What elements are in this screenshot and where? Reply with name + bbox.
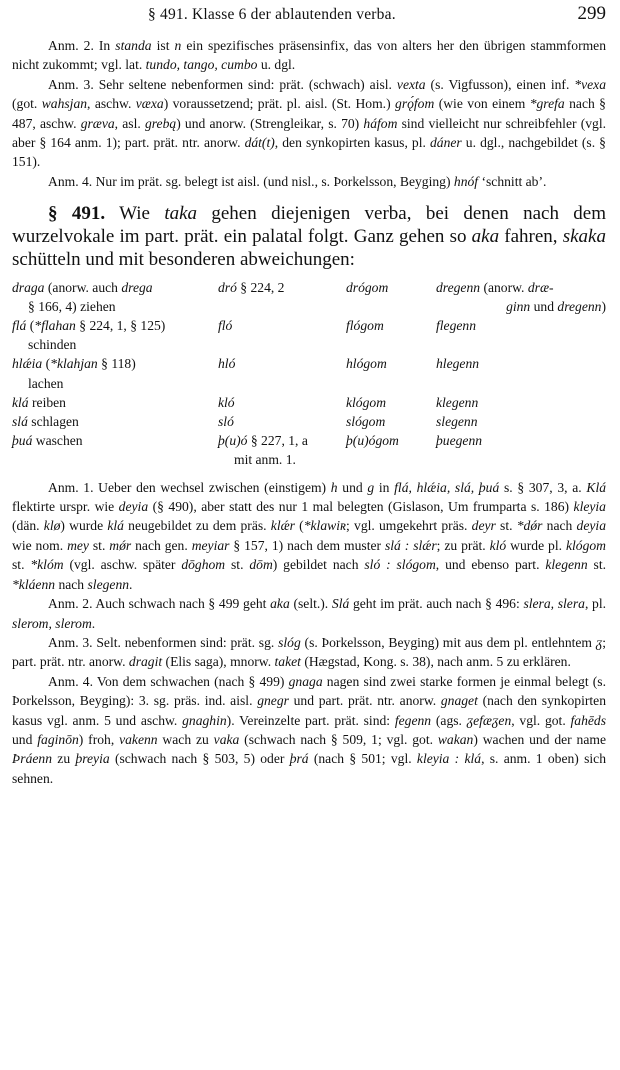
italic-term: slá : slǽr <box>384 537 437 553</box>
italic-term: hlegenn <box>436 356 480 372</box>
participle-cell-main <box>436 316 606 335</box>
infinitive-cell-continuation <box>12 335 218 354</box>
italic-term: þuá <box>12 433 33 449</box>
book-page <box>12 0 606 788</box>
text-run: (s. Þorkelsson, Beyging) mit aus dem pl. entlehntem <box>300 634 596 650</box>
italic-term: *klawiʀ <box>303 518 347 534</box>
italic-term: gnegr <box>257 693 289 709</box>
section-number: § 491. <box>48 203 106 225</box>
text-run: ein spezifisches präsensinfix, das von alters her den übrigen stammformen nicht zukommt; vgl. lat. <box>12 38 607 73</box>
italic-term: slegenn <box>87 576 130 592</box>
text-run: (schwach nach § 503, 5) oder <box>109 751 290 767</box>
infinitive-cell-main <box>12 354 218 373</box>
italic-term: dregenn <box>436 279 481 295</box>
italic-term: klógom <box>346 394 387 410</box>
italic-term: Þráenn <box>12 751 53 767</box>
text-run: (anorw. auch <box>44 279 122 295</box>
text-run: ) voraussetzend; prät. pl. aisl. (St. Hom.) <box>163 96 396 112</box>
italic-term: klógom <box>565 537 606 553</box>
pret-sg-cell-main <box>218 412 346 431</box>
note-anm-2 <box>12 36 606 75</box>
italic-term: dōghom <box>181 557 226 573</box>
text-run: fahren, <box>499 226 563 248</box>
pret-sg-cell-main <box>218 316 346 335</box>
participle-cell <box>436 316 606 354</box>
participle-cell <box>436 393 606 412</box>
pret-pl-cell-main <box>346 393 436 412</box>
text-run: Wie <box>105 203 165 225</box>
text-run: (selt.). <box>289 596 332 612</box>
note-anm-1 <box>12 478 606 594</box>
pret-pl-cell <box>346 412 436 431</box>
italic-term: flá <box>12 318 27 334</box>
pret-pl-cell <box>346 316 436 354</box>
italic-term: hló <box>218 356 236 372</box>
italic-term: *klóm <box>30 557 64 573</box>
italic-term: drega <box>121 279 153 295</box>
italic-term: *grefa <box>529 96 565 112</box>
text-run: flektirte urspr. wie <box>12 499 119 515</box>
italic-term: dregenn <box>557 298 602 314</box>
text-run: lachen <box>28 375 64 391</box>
italic-term: hnóf <box>453 173 479 189</box>
pret-sg-cell-main <box>218 354 346 373</box>
italic-term: aka <box>471 226 500 248</box>
text-run: st. <box>495 518 517 534</box>
text-run: und <box>12 731 38 747</box>
text-run: schlagen <box>27 414 79 430</box>
text-run: (anorw. <box>480 279 528 295</box>
italic-term: klø <box>43 518 61 534</box>
infinitive-cell-main <box>12 316 218 335</box>
italic-term: þ(u)ógom <box>346 433 399 449</box>
infinitive-cell-main <box>12 278 218 297</box>
verb-row <box>12 316 606 354</box>
page-number: 299 <box>577 3 606 24</box>
text-run: nagen sind zwei starke formen je einmal belegt (s. Þorkelsson, Beyging): 3. sg. präs. ind. aisl. <box>12 673 606 709</box>
italic-term: grebą <box>144 115 177 131</box>
note-anm-4 <box>12 172 606 191</box>
italic-term: klá <box>107 518 124 534</box>
pret-sg-cell-main <box>218 278 346 297</box>
text-run: ; zu prät. <box>436 537 490 553</box>
italic-term: gnaget <box>440 693 478 709</box>
verb-row <box>12 412 606 431</box>
text-run: ; vgl. umgekehrt präs. <box>346 518 472 534</box>
text-run: ( <box>26 318 35 334</box>
italic-term: draga <box>12 279 45 295</box>
italic-term: klegenn <box>436 394 479 410</box>
verb-forms-table <box>12 278 606 470</box>
italic-term: deyr <box>471 518 496 534</box>
italic-term: wahsjan <box>41 96 88 112</box>
infinitive-cell <box>12 393 218 412</box>
italic-term: klǽr <box>270 518 295 534</box>
text-run: , s. anm. 1 oben) sich sehnen. <box>12 751 606 786</box>
text-run: § 166, 4) ziehen <box>28 298 116 314</box>
participle-cell-main <box>436 431 606 450</box>
italic-term: vexta <box>396 76 426 92</box>
pret-pl-cell-main <box>346 278 436 297</box>
text-run: gehen diejenigen verba, bei denen nach dem wurzelvokale im part. prät. ein palatal folgt. Ganz gehen so <box>12 203 606 248</box>
infinitive-cell <box>12 278 218 316</box>
text-run: § 224, 2 <box>236 279 285 295</box>
text-run: ) <box>601 298 606 314</box>
text-run: waschen <box>32 433 83 449</box>
text-run: u. dgl. <box>257 57 296 73</box>
running-title: § 491. Klasse 6 der ablautenden verba. <box>148 6 396 23</box>
pret-sg-cell <box>218 316 346 354</box>
text-run: (§ 490), aber statt des nur 1 mal belegten (Gislason, Um frumparta s. 186) <box>148 499 574 515</box>
italic-term: sló <box>218 414 234 430</box>
italic-term: drógom <box>346 279 389 295</box>
verb-row <box>12 431 606 469</box>
text-run: Anm. 3. Sehr seltene nebenformen sind: prät. (schwach) aisl. <box>48 76 397 92</box>
text-run: u. dgl., nachgebildet (s. § 151). <box>12 135 606 170</box>
italic-term: kló <box>218 394 235 410</box>
text-run: ) froh, <box>78 731 120 747</box>
pret-sg-cell <box>218 393 346 412</box>
text-run: (ags. <box>431 712 467 728</box>
text-run: nach gen. <box>131 537 192 553</box>
text-run: wie nom. <box>12 537 68 553</box>
italic-term: fló <box>218 318 233 334</box>
pret-sg-cell <box>218 412 346 431</box>
italic-term: Klá <box>586 479 607 495</box>
note-anm-3b <box>12 633 606 672</box>
text-run: § 227, 1, a <box>247 433 308 449</box>
text-run: Anm. 4. Von dem schwachen (nach § 499) <box>48 673 289 689</box>
text-run: Anm. 2. Auch schwach nach § 499 geht <box>48 596 271 612</box>
participle-cell-continuation <box>436 297 606 316</box>
italic-term: wakan <box>437 731 474 747</box>
italic-term: deyia <box>118 499 149 515</box>
running-header <box>12 0 606 36</box>
text-run: , und ebenso part. <box>435 557 546 573</box>
infinitive-cell-main <box>12 393 218 412</box>
italic-term: h <box>330 479 338 495</box>
text-run: wurde pl. <box>506 537 566 553</box>
italic-term: kleyia : klá <box>416 751 482 767</box>
text-run: (Hægstad, Kong. s. 38), nach anm. 5 zu erklären. <box>300 654 571 670</box>
italic-term: vakenn <box>119 731 158 747</box>
italic-term: flógom <box>346 318 384 334</box>
infinitive-cell-continuation <box>12 297 218 316</box>
text-run: ist <box>151 38 175 53</box>
text-run: geht im prät. auch nach § 496: <box>349 596 524 612</box>
text-run: schütteln und mit besonderen abweichungen: <box>12 248 355 270</box>
pret-sg-cell <box>218 354 346 392</box>
infinitive-cell-main <box>12 431 218 450</box>
pret-sg-cell <box>218 278 346 316</box>
text-run: Anm. 3. Selt. nebenformen sind: prät. sg. <box>48 634 279 650</box>
section-491-paragraph <box>12 203 606 271</box>
infinitive-cell <box>12 354 218 392</box>
text-run: ) und anorw. (Strengleikar, s. 70) <box>176 115 364 131</box>
italic-term: slógom <box>346 414 386 430</box>
text-run: Anm. 2. In <box>48 38 116 53</box>
text-run: . <box>91 615 96 631</box>
text-run: schinden <box>28 337 77 353</box>
infinitive-cell <box>12 412 218 431</box>
italic-term: sló : slógom <box>364 557 436 573</box>
italic-term: *klahjan <box>50 356 98 372</box>
italic-term: n <box>174 38 182 53</box>
text-run: ‘schnitt ab’. <box>478 173 547 189</box>
infinitive-cell <box>12 316 218 354</box>
text-run: § 224, 1, § 125) <box>75 318 166 334</box>
text-run: (got. <box>12 96 42 112</box>
text-run: st. <box>88 537 110 553</box>
italic-term: klegenn <box>545 557 588 573</box>
pret-pl-cell-main <box>346 412 436 431</box>
italic-term: kló <box>489 537 507 553</box>
participle-cell <box>436 278 606 316</box>
text-run: , vgl. got. <box>511 712 571 728</box>
note-anm-4b <box>12 672 606 788</box>
italic-term: dræ- <box>527 279 554 295</box>
pret-pl-cell <box>346 354 436 392</box>
italic-term: dáner <box>430 135 462 151</box>
italic-term: klá <box>12 394 29 410</box>
italic-term: flegenn <box>436 318 477 334</box>
verb-row <box>12 278 606 316</box>
italic-term: grǫ́fom <box>395 96 435 112</box>
text-run: § 118) <box>97 356 136 372</box>
italic-term: vaka <box>213 731 240 747</box>
italic-term: g <box>367 479 375 495</box>
text-run: nach <box>55 576 88 592</box>
text-run: ) wurde <box>60 518 108 534</box>
italic-term: þreyia <box>75 751 110 767</box>
text-run: st. <box>225 557 250 573</box>
text-run: (nach § 501; vgl. <box>308 751 417 767</box>
pret-pl-cell <box>346 431 436 469</box>
italic-term: Slá <box>331 596 350 612</box>
italic-term: slá <box>12 414 28 430</box>
text-run: nach § 487, aschw. <box>12 96 606 131</box>
italic-term: hlógom <box>346 356 387 372</box>
text-run: s. § 307, 3, a. <box>499 479 587 495</box>
text-run: ( <box>294 518 304 534</box>
text-run: (nach den synkopirten kasus vgl. anm. 5 und aschw. <box>12 693 606 728</box>
text-run: ) gebildet nach <box>272 557 365 573</box>
text-run: nach <box>542 518 577 534</box>
text-run: st. <box>12 557 31 573</box>
text-run: sind vielleicht nur schreibfehler (vgl. aber § 164 anm. 1); part. prät. ntr. anorw. <box>12 115 607 151</box>
italic-term: slegenn <box>436 414 478 430</box>
italic-term: væxa <box>135 96 164 112</box>
italic-term: dró <box>218 279 237 295</box>
pret-pl-cell-main <box>346 354 436 373</box>
pret-sg-cell-main <box>218 431 346 450</box>
italic-term: kleyia <box>573 499 606 515</box>
italic-term: mey <box>67 537 89 553</box>
participle-cell-main <box>436 278 606 297</box>
text-run: . <box>129 576 133 592</box>
text-run: Anm. 4. Nur im prät. sg. belegt ist aisl. (und nisl., s. Þorkelsson, Beyging) <box>48 173 454 189</box>
text-run: (s. Vigfusson), einen inf. <box>425 76 575 92</box>
italic-term: fegenn <box>394 712 432 728</box>
notes-top <box>12 36 606 191</box>
italic-term: ᵹefæᵹen <box>466 712 512 728</box>
text-run: , den synkopirten kasus, pl. <box>274 135 430 151</box>
participle-cell-main <box>436 354 606 373</box>
pret-sg-cell-main <box>218 393 346 412</box>
note-anm-3 <box>12 75 606 172</box>
text-run: st. <box>587 557 606 573</box>
text-run: § 157, 1) nach dem muster <box>229 537 385 553</box>
participle-cell-main <box>436 412 606 431</box>
italic-term: slerom, slerom <box>12 615 92 631</box>
text-run: (Elis saga), mnorw. <box>162 654 275 670</box>
verb-row <box>12 393 606 412</box>
text-run: reiben <box>28 394 66 410</box>
italic-term: taka <box>164 203 198 225</box>
italic-term: taket <box>274 654 301 670</box>
italic-term: græva <box>80 115 115 131</box>
verb-row <box>12 354 606 392</box>
italic-term: tundo, tango, cumbo <box>145 57 258 73</box>
text-run: mit anm. 1. <box>234 452 296 468</box>
text-run: zu <box>52 751 76 767</box>
pret-pl-cell-main <box>346 431 436 450</box>
italic-term: slera, slera <box>523 596 585 612</box>
italic-term: þrá <box>289 751 309 767</box>
text-run: (dän. <box>12 518 44 534</box>
text-run: (schwach nach § 509, 1; vgl. got. <box>239 731 438 747</box>
italic-term: faginōn <box>37 731 79 747</box>
italic-term: flá, hlǽia, slá, þuá <box>394 479 500 495</box>
italic-term: háfom <box>363 115 398 131</box>
text-run: neugebildet zu dem präs. <box>123 518 271 534</box>
text-run: und <box>530 298 558 314</box>
italic-term: fahēds <box>570 712 607 728</box>
italic-term: gnaga <box>288 673 323 689</box>
participle-cell <box>436 354 606 392</box>
text-run: , asl. <box>114 115 145 131</box>
text-run: ( <box>42 356 51 372</box>
pret-pl-cell <box>346 393 436 412</box>
italic-term: þuegenn <box>436 433 483 449</box>
italic-term: dragit <box>128 654 163 670</box>
pret-sg-cell-continuation <box>218 450 346 469</box>
infinitive-cell-main <box>12 412 218 431</box>
text-run: ) wachen und der name <box>473 731 606 747</box>
italic-term: meyiar <box>191 537 230 553</box>
text-run: ; part. prät. ntr. anorw. <box>12 634 606 670</box>
pret-pl-cell-main <box>346 316 436 335</box>
italic-term: slóg <box>278 634 301 650</box>
participle-cell <box>436 431 606 469</box>
italic-term: ᵹ <box>595 634 603 650</box>
text-run: (wie von einem <box>434 96 530 112</box>
italic-term: *kláenn <box>12 576 56 592</box>
infinitive-cell <box>12 431 218 469</box>
participle-cell-main <box>436 393 606 412</box>
infinitive-cell-continuation <box>12 374 218 393</box>
text-run: , aschw. <box>87 96 136 112</box>
italic-term: ginn <box>506 298 531 314</box>
text-run: ). Vereinzelte part. prät. sind: <box>226 712 395 728</box>
italic-term: skaka <box>562 226 606 248</box>
participle-cell <box>436 412 606 431</box>
text-run: in <box>374 479 395 495</box>
italic-term: *flahan <box>34 318 76 334</box>
italic-term: *dǿr <box>516 518 543 534</box>
italic-term: þ(u)ó <box>218 433 248 449</box>
pret-pl-cell <box>346 278 436 316</box>
italic-term: gnaghin <box>182 712 227 728</box>
text-run: , pl. <box>584 596 607 612</box>
pret-sg-cell <box>218 431 346 469</box>
text-run: und part. prät. ntr. anorw. <box>288 693 441 709</box>
italic-term: standa <box>115 38 152 53</box>
notes-bottom <box>12 478 606 789</box>
italic-term: *vexa <box>574 76 606 92</box>
text-run: Anm. 1. Ueber den wechsel zwischen (einstigem) <box>48 479 331 495</box>
italic-term: mǿr <box>109 537 132 553</box>
note-anm-2b <box>12 594 606 633</box>
text-run: (vgl. aschw. später <box>63 557 182 573</box>
italic-term: deyia <box>576 518 606 534</box>
italic-term: aka <box>270 596 290 612</box>
italic-term: dát(t) <box>244 135 275 151</box>
text-run: wach zu <box>157 731 214 747</box>
text-run: und <box>337 479 368 495</box>
italic-term: hlǽia <box>12 356 43 372</box>
italic-term: dōm <box>249 557 273 573</box>
